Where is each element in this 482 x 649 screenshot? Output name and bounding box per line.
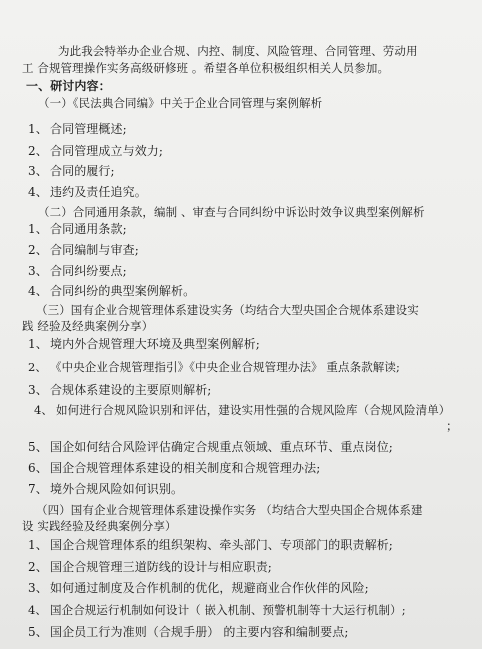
item-number: 3、 [28,581,48,595]
item-number: 7、 [28,482,48,496]
item-number: 6、 [28,461,48,475]
section-heading: 一、研讨内容： [26,79,111,93]
list-item [28,383,211,398]
item-text: 国企员工行为准则（合规手册） 的主要内容和编制要点; [50,625,349,639]
intro-line-2: 工 合规管理操作实务高级研修班 。希望各单位积极组织相关人员参加。 [22,61,390,75]
list-item [28,185,147,200]
item-text: 合同纠纷要点; [50,264,127,278]
item-number: 2、 [28,243,48,257]
item-text: 如何通过制度及合作机制的优化，规避商业合作伙伴的风险; [50,581,369,595]
item-continuation: ； [446,419,459,433]
item-text: 合同的履行; [50,164,115,178]
list-item [28,122,127,137]
item-text: 合同纠纷的典型案例解析。 [50,284,196,298]
list-item [28,222,127,237]
section-4-title-line-2: 设 实践经验及经典案例分享） [22,519,177,533]
item-number: 1、 [28,337,48,351]
list-item [28,337,260,352]
list-item [28,603,406,618]
list-item [28,625,348,640]
list-item [34,403,450,418]
item-number: 5、 [28,440,48,454]
list-item [28,482,183,497]
item-number: 1、 [28,538,48,552]
item-number: 4、 [34,403,54,417]
item-number: 4、 [28,603,48,617]
item-text: 合同管理成立与效力; [50,144,164,158]
item-text: 境内外合规管理大环境及典型案例解析; [50,337,260,351]
item-number: 3、 [28,164,48,178]
list-item [28,440,393,455]
item-text: 国企合规管理体系的组织架构、牵头部门、专项部门的职责解析; [50,538,393,552]
item-text: 如何进行合规风险识别和评估，建设实用性强的合规风险库（合规风险清单） [56,403,451,417]
list-item [28,581,369,596]
item-number: 1、 [28,122,48,136]
item-text: 合规体系建设的主要原则解析; [50,383,212,397]
section-2-title: （二）合同通用条款，编制 、审查与合同纠纷中诉讼时效争议典型案例解析 [38,205,425,219]
item-number: 4、 [28,284,48,298]
item-text: 违约及责任追究。 [50,185,147,199]
item-text: 境外合规风险如何识别。 [50,482,184,496]
item-text: 《中央企业合规管理指引》《中央企业合规管理办法》 重点条款解读; [50,360,400,374]
item-number: 5、 [28,625,48,639]
item-number: 1、 [28,222,48,236]
item-text: 国企合规运行机制如何设计（ 嵌入机制、预警机制等十大运行机制）; [50,603,406,617]
section-1-title: （一）《民法典合同编》中关于企业合同管理与案例解析 [38,96,323,110]
item-text: 国企如何结合风险评估确定合规重点领域、重点环节、重点岗位; [50,440,393,454]
list-item [28,264,127,279]
list-item [28,560,272,575]
item-text: 合同编制与审查; [50,243,139,257]
list-item [28,243,139,258]
item-text: 国企合规管理三道防线的设计与相应职责; [50,560,272,574]
list-item [28,284,195,299]
section-4-title-line-1: （四）国有企业合规管理体系建设操作实务 （均结合大型央国企合规体系建 [36,503,423,517]
item-number: 2、 [28,560,48,574]
section-3-title-line-2: 践 经验及经典案例分享） [22,319,154,333]
intro-line-1: 为此我会特举办企业合规、内控、制度、风险管理、合同管理、劳动用 [58,44,418,58]
list-item [28,360,400,375]
item-text: 国企合规管理体系建设的相关制度和合规管理办法; [50,461,321,475]
item-number: 2、 [28,360,48,374]
item-number: 4、 [28,185,48,199]
list-item [28,538,393,553]
item-text: 合同管理概述; [50,122,127,136]
list-item [28,461,320,476]
item-number: 3、 [28,383,48,397]
item-number: 2、 [28,144,48,158]
list-item [28,144,163,159]
item-number: 3、 [28,264,48,278]
section-3-title-line-1: （三）国有企业合规管理体系建设实务（均结合大型央国企合规体系建设实 [36,303,419,317]
item-text: 合同通用条款; [50,222,127,236]
list-item [28,164,115,179]
